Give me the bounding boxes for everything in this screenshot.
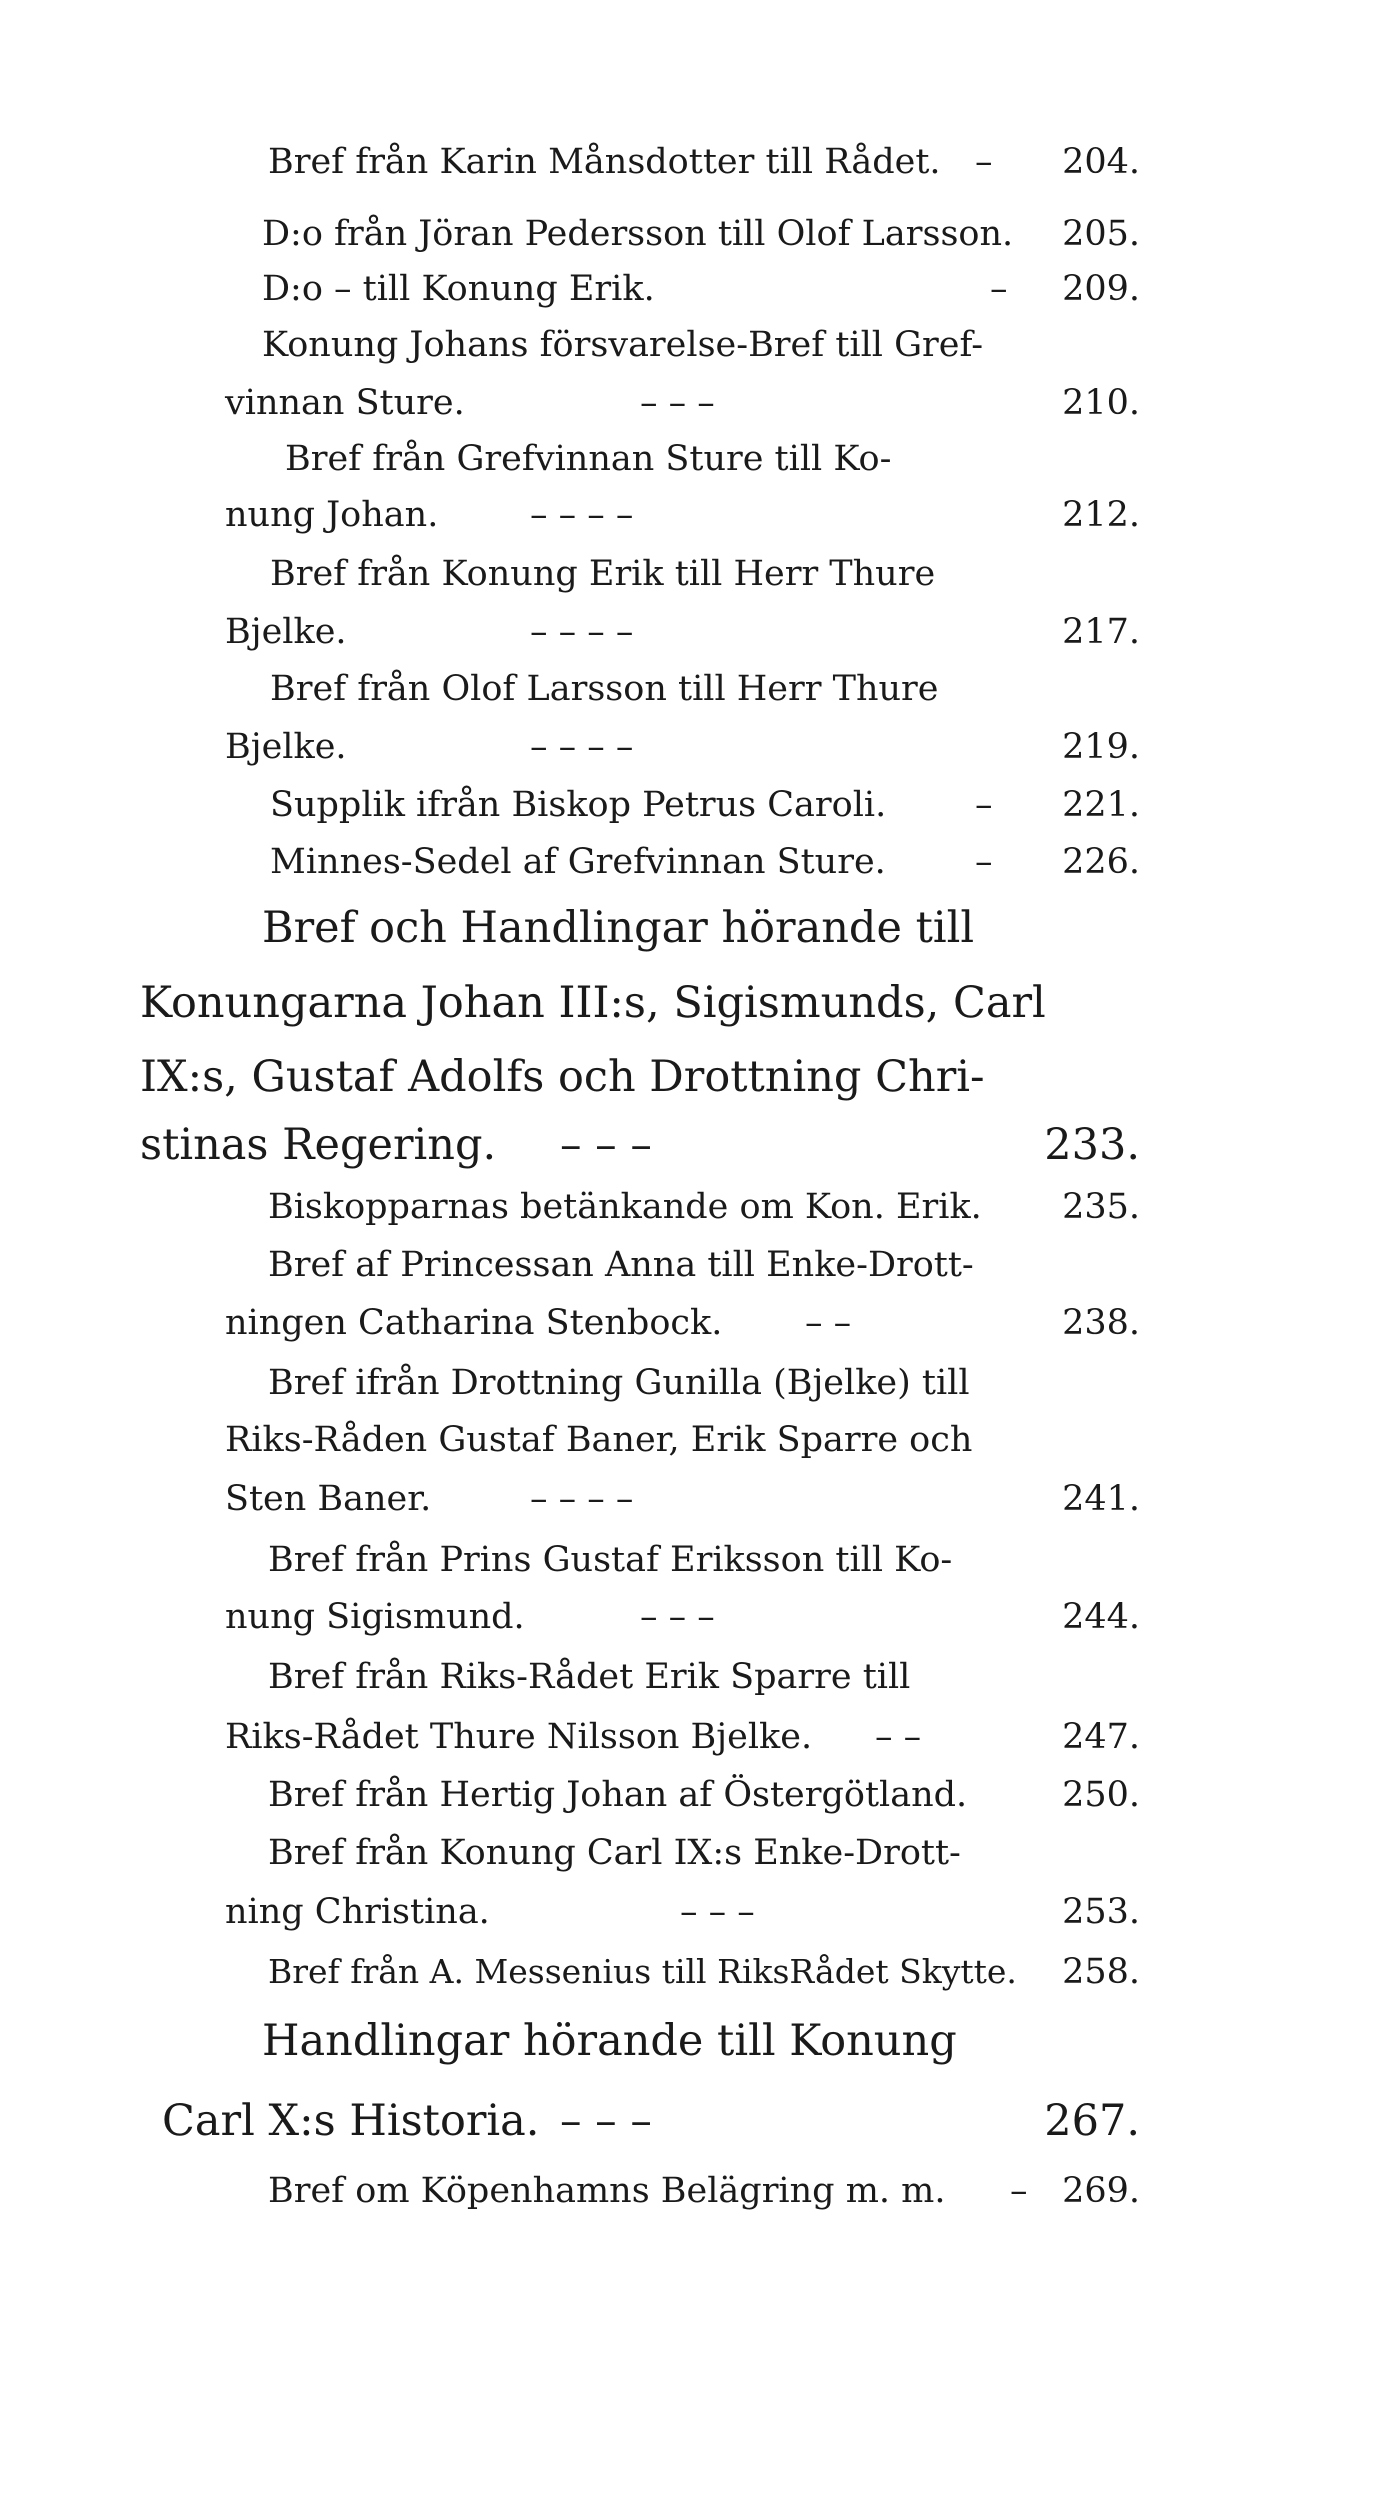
entry-title: Bref från Konung Erik till Herr Thure — [270, 554, 936, 594]
entry-title: Sten Baner. — [225, 1479, 432, 1519]
page-number: 258. — [1062, 1952, 1140, 1992]
toc-entry — [0, 835, 1400, 889]
toc-entry — [0, 605, 1400, 659]
toc-entry — [0, 1826, 1400, 1880]
page-number: 209. — [1062, 269, 1140, 309]
entry-title: Konung Johans försvarelse-Bref till Gref- — [262, 325, 984, 365]
leader-dashes: – – – – — [530, 1479, 634, 1519]
leader-dashes: – – – — [560, 2096, 652, 2146]
leader-dashes: – – – — [680, 1892, 755, 1932]
entry-title: vinnan Sture. — [225, 383, 465, 423]
section-heading — [0, 1044, 1400, 1110]
entry-title: D:o – till Konung Erik. — [262, 269, 655, 309]
page-number: 212. — [1062, 495, 1140, 535]
leader-dashes: – – – – — [530, 495, 634, 535]
entry-title: Minnes-Sedel af Grefvinnan Sture. — [270, 842, 886, 882]
toc-entry — [0, 778, 1400, 832]
toc-entry — [0, 1885, 1400, 1939]
entry-title: Bref från Karin Månsdotter till Rådet. — [268, 142, 941, 182]
toc-entry — [0, 318, 1400, 372]
entry-title: nung Sigismund. — [225, 1597, 525, 1637]
entry-title: nung Johan. — [225, 495, 439, 535]
entry-title: Biskopparnas betänkande om Kon. Erik. — [268, 1187, 982, 1227]
page-number: 205. — [1062, 214, 1140, 254]
entry-title: ning Christina. — [225, 1892, 490, 1932]
heading-text: Handlingar hörande till Konung — [262, 2016, 957, 2066]
entry-title: Bjelke. — [225, 727, 347, 767]
section-heading — [0, 1112, 1400, 1178]
entry-title: Bref från Hertig Johan af Östergötland. — [268, 1775, 968, 1815]
entry-title: Bref från Riks-Rådet Erik Sparre till — [268, 1657, 911, 1697]
leader-dashes: – — [975, 842, 993, 882]
toc-entry — [0, 2164, 1400, 2218]
toc-entry — [0, 662, 1400, 716]
leader-dashes: – – – — [560, 1120, 652, 1170]
heading-text: IX:s, Gustaf Adolfs och Drottning Chri- — [140, 1052, 985, 1102]
leader-dashes: – – — [805, 1303, 852, 1343]
toc-entry — [0, 1533, 1400, 1587]
page-number: 247. — [1062, 1717, 1140, 1757]
leader-dashes: – – – – — [530, 727, 634, 767]
entry-title: Riks-Råden Gustaf Baner, Erik Sparre och — [225, 1420, 973, 1460]
page-number: 204. — [1062, 142, 1140, 182]
leader-dashes: – – – – — [530, 612, 634, 652]
toc-entry — [0, 1296, 1400, 1350]
toc-entry — [0, 1945, 1400, 1999]
toc-entry — [0, 1590, 1400, 1644]
entry-title: Bref från Konung Carl IX:s Enke-Drott- — [268, 1833, 961, 1873]
entry-title: D:o från Jöran Pedersson till Olof Larsson. — [262, 214, 1014, 254]
leader-dashes: – — [975, 142, 993, 182]
toc-entry — [0, 432, 1400, 486]
entry-title: Bref från Prins Gustaf Eriksson till Ko- — [268, 1540, 953, 1580]
heading-text: Bref och Handlingar hörande till — [262, 903, 975, 953]
leader-dashes: – – — [875, 1717, 922, 1757]
section-heading — [0, 2008, 1400, 2074]
page-number: 238. — [1062, 1303, 1140, 1343]
page-number: 253. — [1062, 1892, 1140, 1932]
toc-entry — [0, 488, 1400, 542]
page-number: 250. — [1062, 1775, 1140, 1815]
page-number: 210. — [1062, 383, 1140, 423]
entry-title: Bref ifrån Drottning Gunilla (Bjelke) till — [268, 1363, 970, 1403]
toc-entry — [0, 207, 1400, 261]
page-number: 267. — [1044, 2096, 1140, 2146]
section-heading — [0, 2088, 1400, 2154]
toc-entry — [0, 547, 1400, 601]
entry-title: Bjelke. — [225, 612, 347, 652]
entry-title: Bref från Olof Larsson till Herr Thure — [270, 669, 939, 709]
page-number: 219. — [1062, 727, 1140, 767]
toc-entry — [0, 1710, 1400, 1764]
toc-entry — [0, 1768, 1400, 1822]
page-number: 226. — [1062, 842, 1140, 882]
toc-entry — [0, 1356, 1400, 1410]
section-heading — [0, 970, 1400, 1036]
page-number: 233. — [1044, 1120, 1140, 1170]
page-number: 269. — [1062, 2171, 1140, 2211]
toc-entry — [0, 1650, 1400, 1704]
toc-entry — [0, 720, 1400, 774]
heading-text: Konungarna Johan III:s, Sigismunds, Carl — [140, 978, 1046, 1028]
page-number: 217. — [1062, 612, 1140, 652]
toc-entry — [0, 262, 1400, 316]
toc-entry — [0, 1238, 1400, 1292]
leader-dashes: – – – — [640, 1597, 715, 1637]
page-number: 244. — [1062, 1597, 1140, 1637]
entry-title: Supplik ifrån Biskop Petrus Caroli. — [270, 785, 887, 825]
entry-title: Bref från Grefvinnan Sture till Ko- — [285, 439, 892, 479]
heading-text: stinas Regering. — [140, 1120, 497, 1170]
entry-title: ningen Catharina Stenbock. — [225, 1303, 723, 1343]
page-number: 235. — [1062, 1187, 1140, 1227]
toc-entry — [0, 376, 1400, 430]
page-number: 241. — [1062, 1479, 1140, 1519]
entry-title: Bref från A. Messenius till RiksRådet Skytte. — [268, 1952, 1017, 1991]
entry-title: Riks-Rådet Thure Nilsson Bjelke. — [225, 1717, 813, 1757]
leader-dashes: – – – — [640, 383, 715, 423]
toc-entry — [0, 135, 1400, 189]
leader-dashes: – — [975, 785, 993, 825]
toc-entry — [0, 1180, 1400, 1234]
leader-dashes: – — [1010, 2171, 1028, 2211]
entry-title: Bref af Princessan Anna till Enke-Drott- — [268, 1245, 974, 1285]
toc-entry — [0, 1472, 1400, 1526]
entry-title: Bref om Köpenhamns Belägring m. m. — [268, 2171, 946, 2211]
section-heading — [0, 895, 1400, 961]
toc-entry — [0, 1413, 1400, 1467]
leader-dashes: – — [990, 269, 1008, 309]
heading-text: Carl X:s Historia. — [162, 2096, 540, 2146]
page-number: 221. — [1062, 785, 1140, 825]
